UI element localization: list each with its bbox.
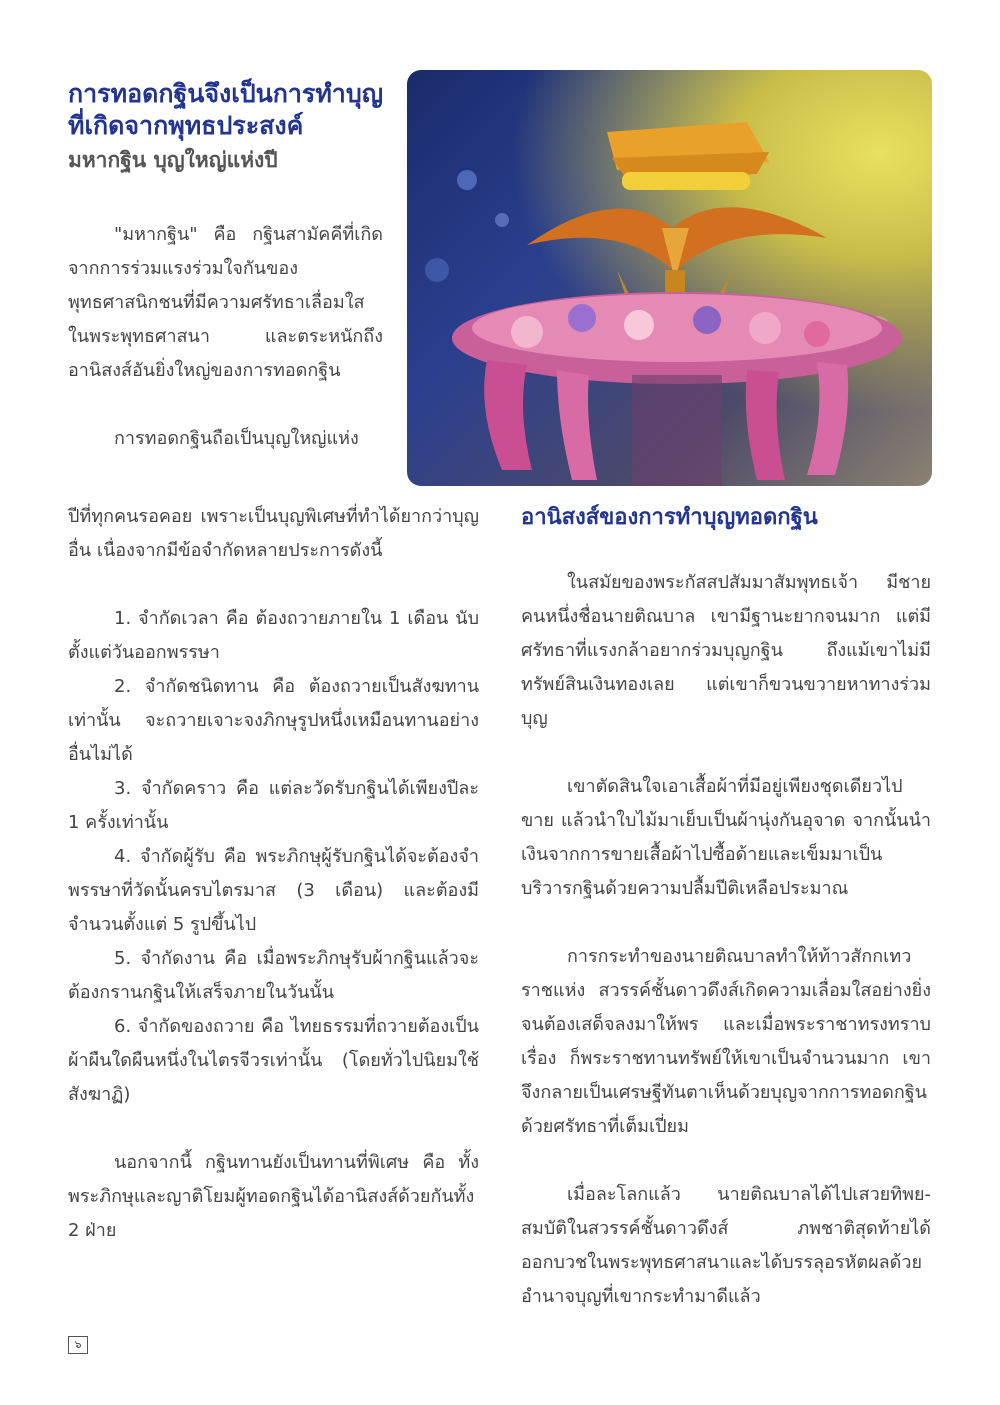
- limits-paragraph-start: การทอดกฐินถือเป็นบุญใหญ่แห่ง: [114, 428, 359, 449]
- kathin-flower-stand-image: [407, 70, 932, 486]
- story-paragraph-3: การกระทำของนายติณบาลทำให้ท้าวสักกเทวราชแห่ง สวรรค์ชั้นดาวดึงส์เกิดความเลื่อมใสอย่างยิ่ง จนต้องเสด็จลงมาให้พร และเมื่อพระราชาทรงทราบเรื่อง ก็พระราชทานทรัพย์ให้เขาเป็นจำนวนมาก เขาจึงกลายเป็นเศรษฐีทันตาเห็นด้วยบุญจากการทอดกฐินด้วยศรัทธาที่เต็มเปี่ยม: [521, 946, 931, 1137]
- limit-item-2: 2. จำกัดชนิดทาน คือ ต้องถวายเป็นสังฆทานเท่านั้น จะถวายเจาะจงภิกษุรูปหนึ่งเหมือนทานอย่างอื่นไม่ได้: [68, 676, 479, 765]
- closing-paragraph: นอกจากนี้ กฐินทานยังเป็นทานที่พิเศษ คือ ทั้งพระภิกษุและญาติโยมผู้ทอดกฐินได้อานิสงส์ด้วยกันทั้ง 2 ฝ่าย: [68, 1152, 479, 1241]
- page-number: ๖: [68, 1336, 88, 1354]
- story-paragraph-1: ในสมัยของพระกัสสปสัมมาสัมพุทธเจ้า มีชายคนหนึ่งชื่อนายติณบาล เขามีฐานะยากจนมาก แต่มีศรัทธาที่แรงกล้าอยากร่วมบุญกฐิน ถึงแม้เขาไม่มีทรัพย์สินเงินทองเลย แต่เขาก็ขวนขวายหาทางร่วมบุญ: [521, 572, 931, 729]
- left-column-main: [68, 500, 479, 1248]
- limit-item-5: 5. จำกัดงาน คือ เมื่อพระภิกษุรับผ้ากฐินแล้วจะต้องกรานกฐินให้เสร็จภายในวันนั้น: [68, 948, 479, 1003]
- limit-item-4: 4. จำกัดผู้รับ คือ พระภิกษุผู้รับกฐินได้จะต้องจำพรรษาที่วัดนั้นครบไตรมาส (3 เดือน) และต้องมีจำนวนตั้งแต่ 5 รูปขึ้นไป: [68, 846, 479, 935]
- title-line-1: การทอดกฐินจึงเป็นการทำบุญ: [68, 79, 384, 108]
- title-line-2: ที่เกิดจากพุทธประสงค์: [68, 111, 304, 140]
- limit-item-3: 3. จำกัดคราว คือ แต่ละวัดรับกฐินได้เพียงปีละ 1 ครั้งเท่านั้น: [68, 778, 479, 833]
- left-column-top: [68, 218, 383, 456]
- story-paragraph-4: เมื่อละโลกแล้ว นายติณบาลได้ไปเสวยทิพย-สมบัติในสวรรค์ชั้นดาวดึงส์ ภพชาติสุดท้ายได้ออกบวชในพระพุทธศาสนาและได้บรรลุอรหัตผลด้วยอำนาจบุญที่เขากระทำมาดีแล้ว: [521, 1184, 931, 1307]
- subtitle: มหากฐิน บุญใหญ่แห่งปี: [68, 148, 278, 172]
- page-title: [68, 78, 398, 142]
- intro-paragraph: "มหากฐิน" คือ กฐินสามัคคีที่เกิดจากการร่วมแรงร่วมใจกันของพุทธศาสนิกชนที่มีความศรัทธาเลื่อมใสในพระพุทธศาสนา และตระหนักถึงอานิสงส์อันยิ่งใหญ่ของการทอดกฐิน: [68, 224, 383, 381]
- limits-paragraph-rest: ปีที่ทุกคนรอคอย เพราะเป็นบุญพิเศษที่ทำได้ยากว่าบุญอื่น เนื่องจากมีข้อจำกัดหลายประการดังนี้: [68, 506, 479, 561]
- section-heading-benefits: อานิสงส์ของการทำบุญทอดกฐิน: [521, 505, 818, 530]
- right-column: [521, 566, 931, 1314]
- limit-item-1: 1. จำกัดเวลา คือ ต้องถวายภายใน 1 เดือน นับตั้งแต่วันออกพรรษา: [68, 608, 479, 663]
- kathin-offering-photo: [407, 70, 932, 486]
- story-paragraph-2: เขาตัดสินใจเอาเสื้อผ้าที่มีอยู่เพียงชุดเดียวไปขาย แล้วนำใบไม้มาเย็บเป็นผ้านุ่งกันอุจาด จากนั้นนำเงินจากการขายเสื้อผ้าไปซื้อด้ายและเข็มมาเป็นบริวารกฐินด้วยความปลื้มปีติเหลือประมาณ: [521, 776, 931, 899]
- limit-item-6: 6. จำกัดของถวาย คือ ไทยธรรมที่ถวายต้องเป็นผ้าผืนใดผืนหนึ่งในไตรจีวรเท่านั้น (โดยทั่วไปนิยมใช้สังฆาฏิ): [68, 1016, 479, 1105]
